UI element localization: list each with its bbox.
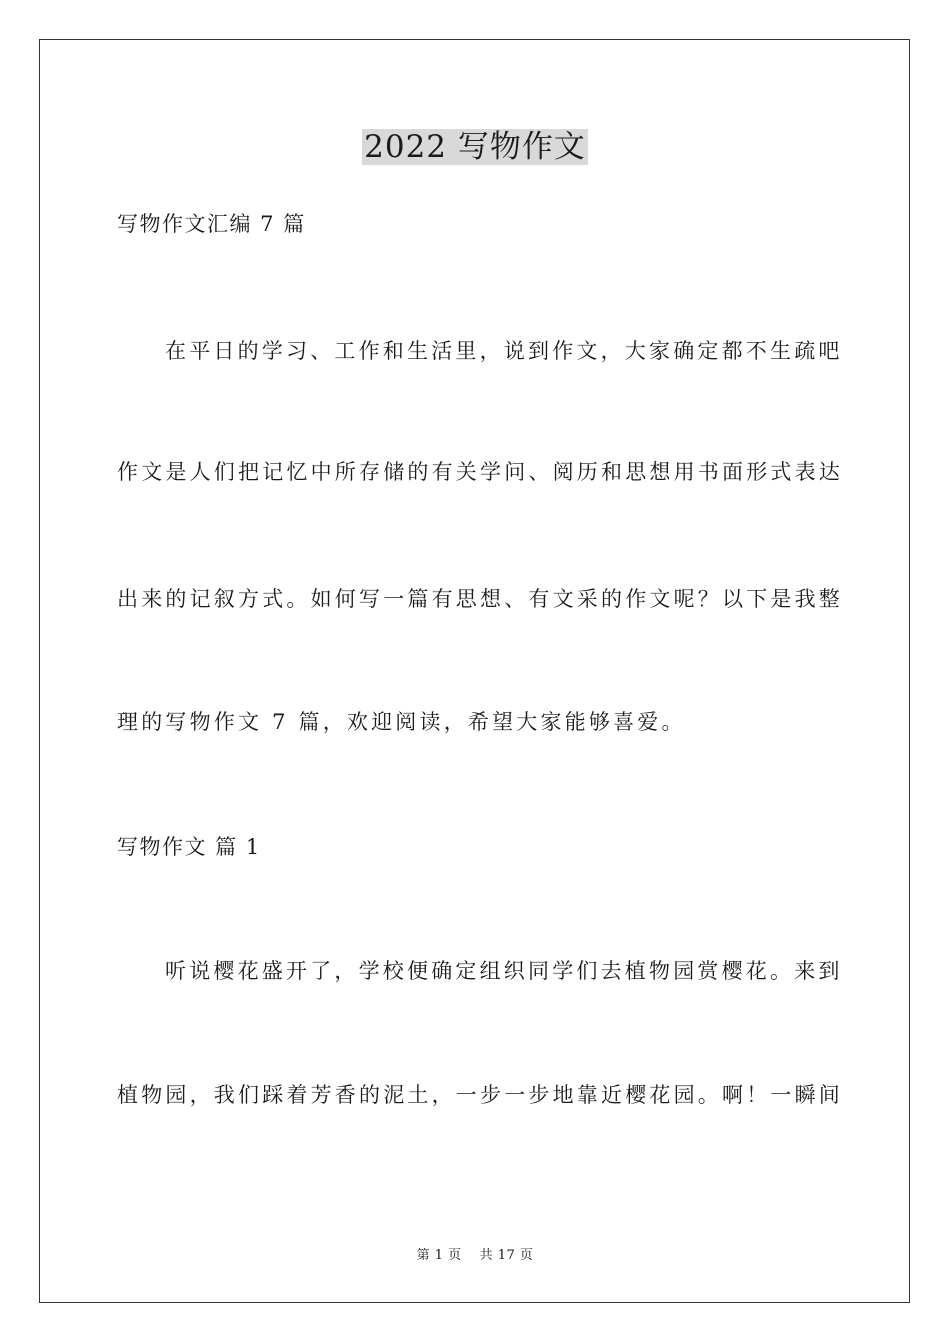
page-footer (0, 1247, 950, 1265)
document-subtitle: 写物作文汇编 7 篇 (117, 212, 306, 236)
document-title-text: 2022 写物作文 (364, 129, 586, 165)
paragraph-line: 植物园，我们踩着芳香的泥土，一步一步地靠近樱花园。啊！一瞬间 (117, 1083, 843, 1107)
page-number-total: 共 17 页 (479, 1248, 534, 1263)
page-number-current: 第 1 页 (416, 1248, 462, 1263)
document-title (0, 127, 950, 167)
paragraph-line: 出来的记叙方式。如何写一篇有思想、有文采的作文呢？以下是我整 (117, 587, 843, 611)
paragraph-line: 听说樱花盛开了，学校便确定组织同学们去植物园赏樱花。来到 (165, 959, 843, 983)
paragraph-line: 理的写物作文 7 篇，欢迎阅读，希望大家能够喜爱。 (117, 710, 686, 734)
section-heading: 写物作文 篇 1 (117, 835, 261, 859)
paragraph-line: 在平日的学习、工作和生活里，说到作文，大家确定都不生疏吧 (165, 339, 843, 363)
paragraph-line: 作文是人们把记忆中所存储的有关学问、阅历和思想用书面形式表达 (117, 460, 843, 484)
